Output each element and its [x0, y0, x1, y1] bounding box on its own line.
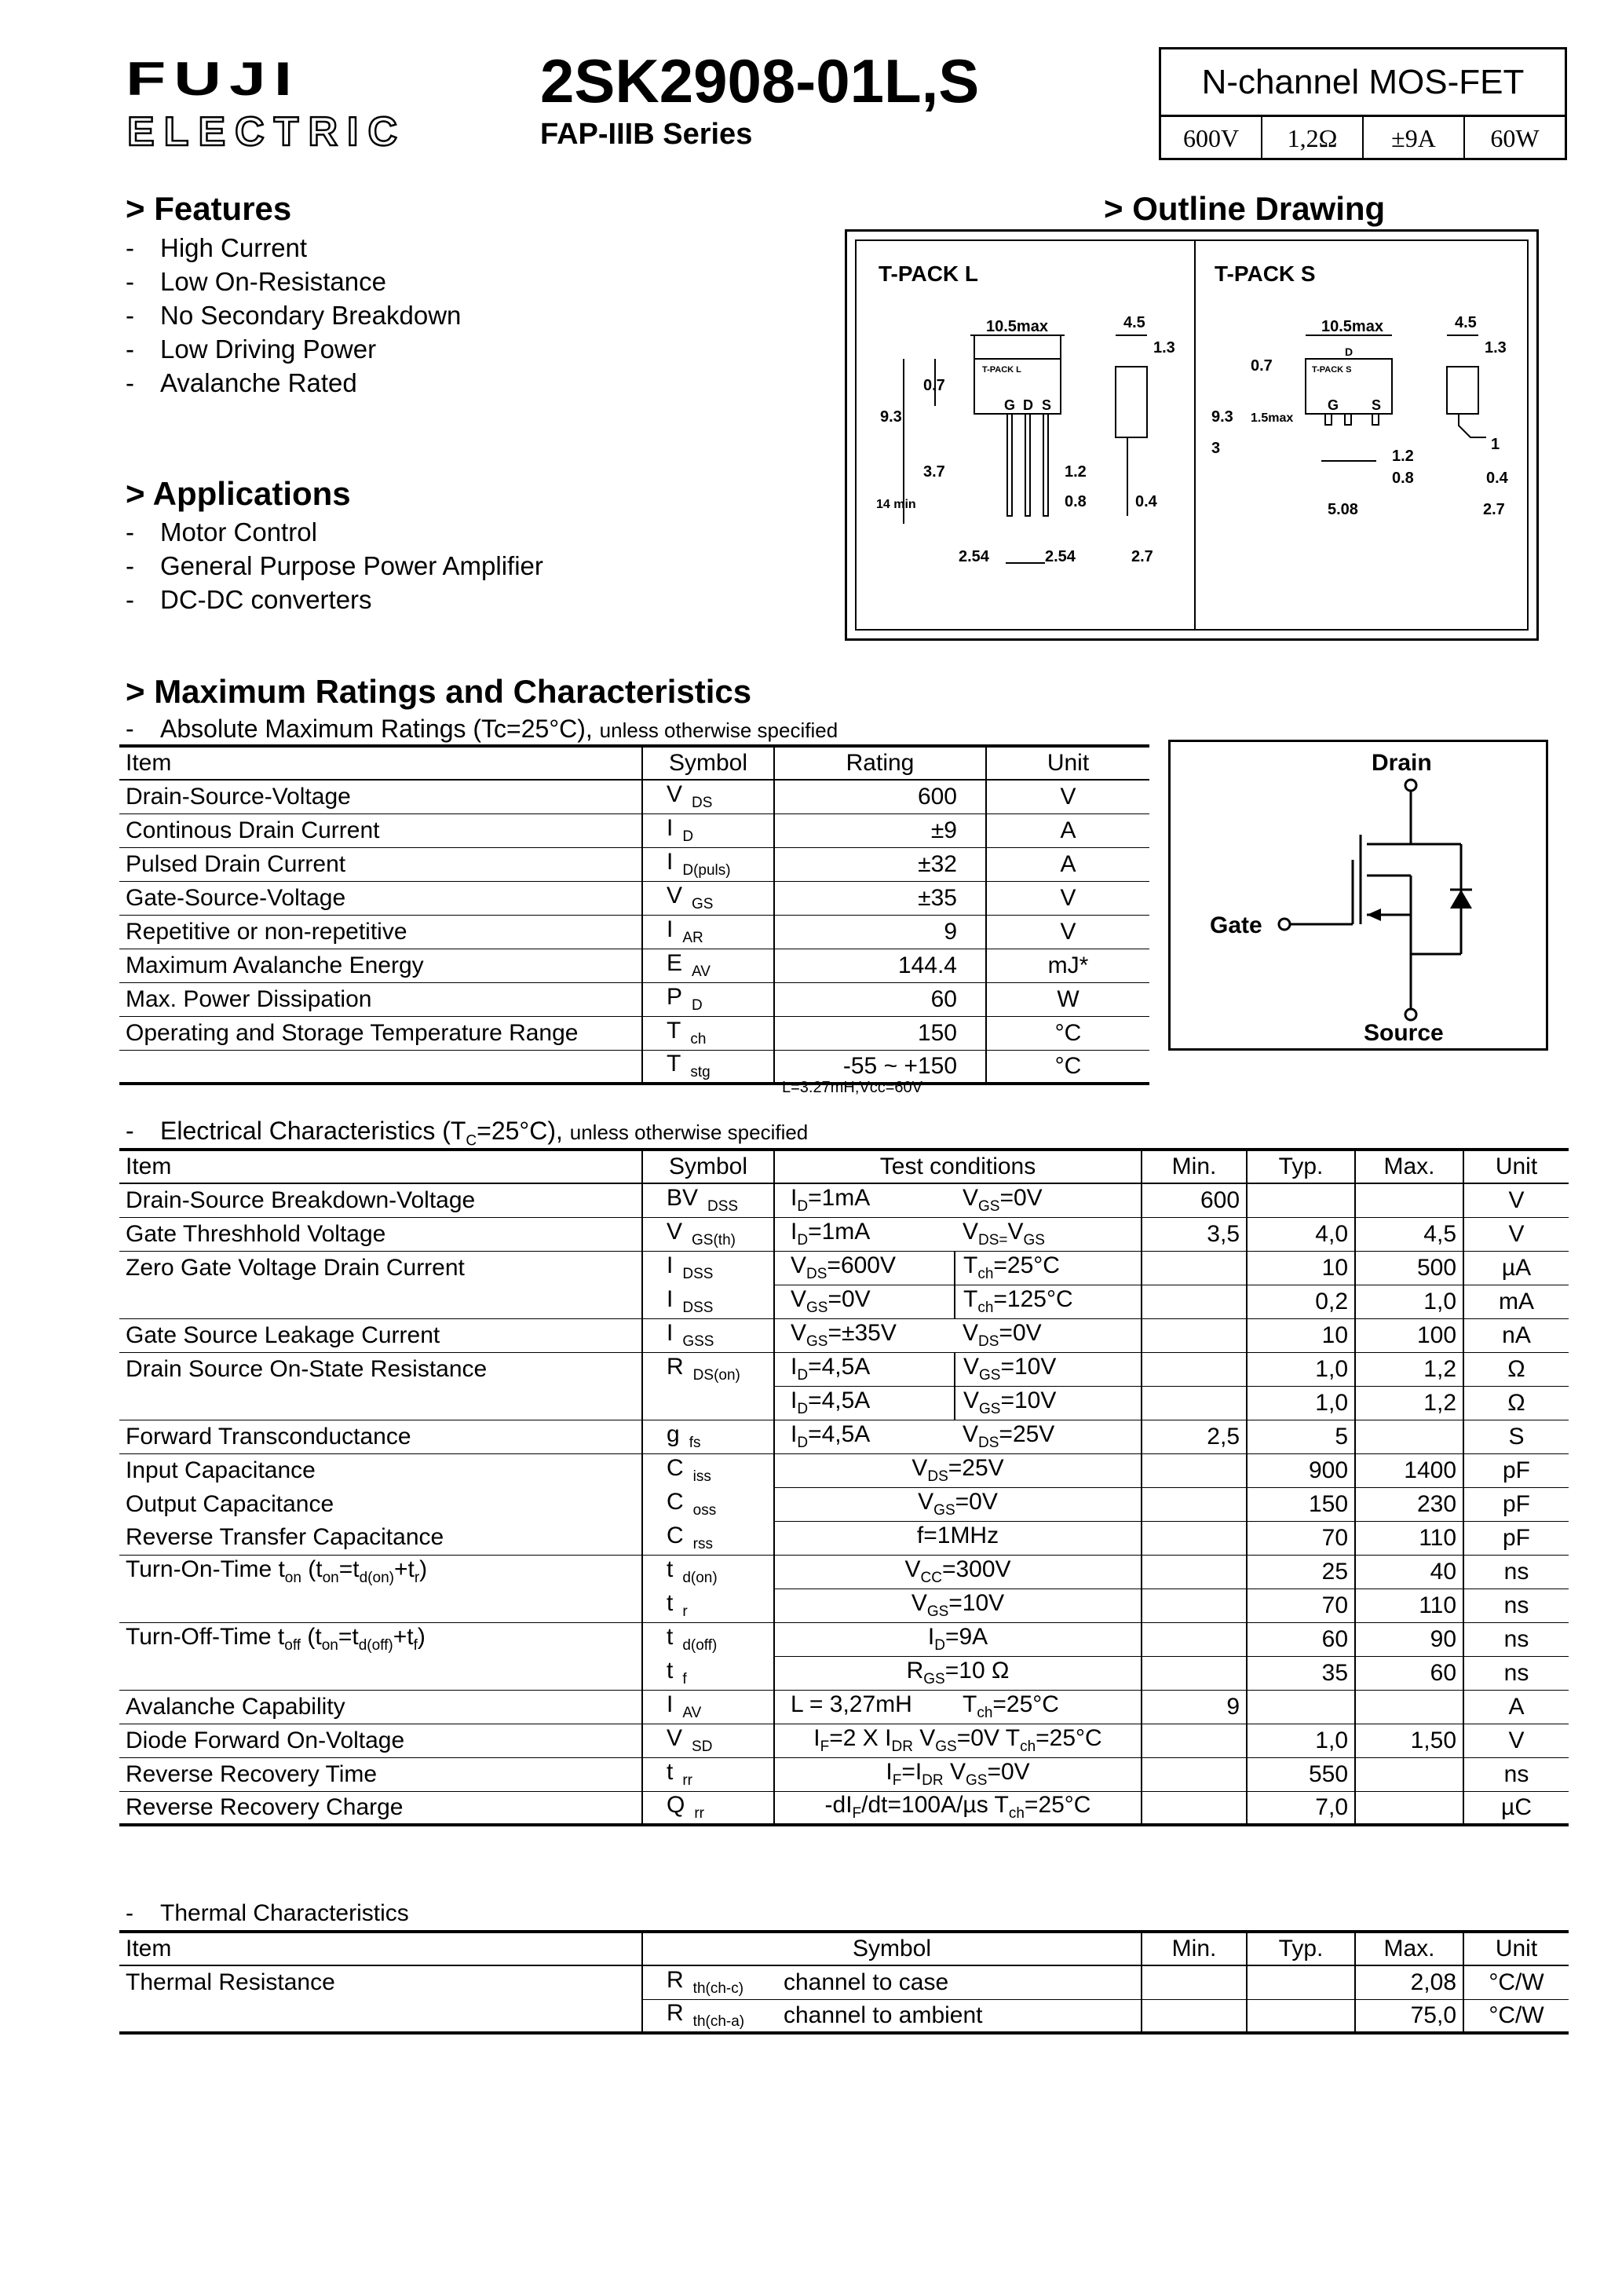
dim-label: 0.4: [1135, 493, 1157, 510]
dim-label: 1.2: [1392, 448, 1414, 465]
table-row: t $_r$ $V_{GS}=10V$ 70 110 ns: [119, 1589, 1569, 1622]
dim-label: 10.5max: [1321, 318, 1383, 335]
table-row: Reverse Transfer Capacitance C $_{rss}$ f=1MHz 70 110 pF: [119, 1521, 1569, 1555]
dim-label: 14 min: [876, 498, 916, 511]
table-row: Reverse Recovery Charge Q $_{rr}$ $-dI_F/dt=100A/\mu s$ $T_{ch}=25^\circ C$ 7,0 µC: [119, 1791, 1569, 1825]
table-row: Gate Source Leakage Current I $_{GSS}$ $V_{GS}=\pm 35V$ $V_{DS}=0V$ 10 100 nA: [119, 1318, 1569, 1352]
table-row: Operating and Storage Temperature Range T $_{ch}$ 150 °C: [119, 1016, 1149, 1050]
dim-label: 9.3: [1211, 408, 1233, 426]
table-row: Input Capacitance C $_{iss}$ $V_{DS}=25V$ 900 1400 pF: [119, 1453, 1569, 1487]
dim-label: 9.3: [880, 408, 902, 426]
logo-electric: ELECTRIC: [127, 109, 407, 155]
dim-label: 0.8: [1392, 470, 1414, 487]
table-row: Gate-Source-Voltage V $_{GS}$ ±35 V: [119, 881, 1149, 915]
list-item: - Low On-Resistance: [126, 267, 386, 296]
table-row: Output Capacitance C $_{oss}$ $V_{GS}=0V$ 150 230 pF: [119, 1487, 1569, 1521]
dim-label: 1.5max: [1251, 411, 1294, 425]
dim-label: 2.54: [1045, 548, 1076, 565]
applications-list: [126, 515, 543, 616]
tpack-l-label: T-PACK L: [879, 261, 979, 286]
table-row: Drain-Source-Voltage V $_{DS}$ 600 V: [119, 780, 1149, 813]
gate-label: Gate: [1210, 912, 1262, 938]
body-label: T-PACK S: [1312, 365, 1352, 375]
table-row: Reverse Recovery Time t $_{rr}$ $I_F=I_{DR}$ $V_{GS}=0V$ 550 ns: [119, 1757, 1569, 1791]
table-row: Gate Threshhold Voltage V $_{GS(th)}$ $I_D=1mA$ $V_{DS=}V_{GS}$ 3,5 4,0 4,5 V: [119, 1217, 1569, 1251]
pin-label: D: [1023, 397, 1033, 413]
drain-label: Drain: [1372, 750, 1432, 776]
list-item: - Avalanche Rated: [126, 368, 357, 397]
dim-label: 4.5: [1455, 314, 1477, 331]
table-row: T $_{stg}$ -55 ~ +150 °C: [119, 1050, 1149, 1084]
table-row: Drain Source On-State Resistance R $_{DS(on)}$ $I_D=4,5A$ $V_{GS}=10V$ 1,0 1,2 Ω: [119, 1352, 1569, 1386]
dim-label: 3.7: [923, 463, 945, 481]
max-ratings-table: Item Symbol Rating Unit Drain-Source-Voltage V $_{DS}$ 600 V Continous Drain Current I $_D$ ±9 A Pulsed Drain Current I $_{D(puls)}$ ±32 A Gate-Source-Voltage V $_{GS}$ ±35 V Repetitive or non-repetitive I $_{AR}$ 9 V Maximum Avalanche Energy E $_{AV}$ 144.4 mJ* Max. Power Dissipation P $_D$ 60 W Operating and Storage Temperature Range T $_{ch}$ 150 °C T $_{stg}$ -55 ~ +150 °C: [119, 744, 1149, 1085]
max-ratings-heading: > Maximum Ratings and Characteristics: [126, 673, 752, 710]
list-item: - High Current: [126, 233, 308, 262]
table-row: Continous Drain Current I $_D$ ±9 A: [119, 813, 1149, 847]
spec-current: ±9A: [1364, 117, 1465, 160]
dim-label: 0.4: [1486, 470, 1508, 487]
spec-voltage: 600V: [1161, 117, 1262, 160]
dim-label: 2.7: [1131, 548, 1153, 565]
thermal-table: Item Symbol Min. Typ. Max. Unit Thermal Resistance R $_{th(ch-c)}$ channel to case 2,08 °C/W R $_{th(ch-a)}$ channel to ambient 75,0 °C/W: [119, 1930, 1569, 2035]
source-label: Source: [1364, 1020, 1444, 1046]
table-row: t $_f$ $R_{GS}=10$ Ω 35 60 ns: [119, 1656, 1569, 1690]
table-row: Zero Gate Voltage Drain Current I $_{DSS}$ $V_{DS}=600V$ $T_{ch}=25^\circ C$ 10 500 µA: [119, 1251, 1569, 1285]
table-row: Maximum Avalanche Energy E $_{AV}$ 144.4 mJ*: [119, 949, 1149, 982]
abs-max-subheading: - Absolute Maximum Ratings (Tc=25°C), unless otherwise specified: [126, 715, 838, 743]
table-row: Forward Transconductance g $_{fs}$ $I_D=4,5A$ $V_{DS}=25V$ 2,5 5 S: [119, 1420, 1569, 1453]
electrical-table: Item Symbol Test conditions Min. Typ. Max. Unit Drain-Source Breakdown-Voltage BV $_{DSS}$ $I_D=1mA$ $V_{GS}=0V$ 600 V Gate Threshhold Voltage V $_{GS(th)}$ $I_D=1mA$ $V_{DS=}V_{GS}$ 3,5 4,0 4,5 V Zero Gate Voltage Drain Current I $_{DSS}$ $V_{DS}=600V$ $T_{ch}=25^\circ C$ 10 500 µA I $_{DSS}$ $V_{GS}=0V$ $T_{ch}=125^\circ C$ 0,2 1,0 mA Gate Source Leakage Current I $_{GSS}$ $V_{GS}=\pm 35V$ $V_{DS}=0V$ 10 100 nA Drain Source On-State Resistance R $_{DS(on)}$ $I_D=4,5A$ $V_{GS}=10V$ 1,0 1,2 Ω $I_D=4,5A$ $V_{GS}=10V$ 1,0 1,2 Ω Forward Transconductance g $_{fs}$ $I_D=4,5A$ $V_{DS}=25V$ 2,5 5 S Input Capacitance C $_{iss}$ $V_{DS}=25V$ 900 1400 pF Output Capacitance C $_{oss}$ $V_{GS}=0V$ 150 230 pF Reverse Transfer Capacitance C $_{rss}$ f=1MHz 70 110 pF Turn-On-Time $t_{on}$ $(t_{on}=t_{d(on)}+t_r)$ t $_{d(on)}$ $V_{CC}=300V$ 25 40 ns t $_r$ $V_{GS}=10V$ 70 110 ns Turn-Off-Time $t_{off}$ $(t_{on}=t_{d(off)}+t_f)$ t $_{d(off)}$ $I_D=9A$ 60 90 ns t $_f$ $R_{GS}=10$ Ω 35 60 ns Avalanche Capability I $_{AV}$ L = 3,27mH $T_{ch}=25^\circ C$ 9 A Diode Forward On-Voltage V $_{SD}$ $I_F=2$ X $I_{DR}$ $V_{GS}=0V$ $T_{ch}=25^\circ C$ 1,0 1,50 V Reverse Recovery Time t $_{rr}$ $I_F=I_{DR}$ $V_{GS}=0V$ 550 ns Reverse Recovery Charge Q $_{rr}$ $-dI_F/dt=100A/\mu s$ $T_{ch}=25^\circ C$ 7,0 µC: [119, 1148, 1569, 1826]
pin-label: G: [1328, 397, 1339, 413]
list-item: - DC-DC converters: [126, 585, 372, 614]
body-label: T-PACK L: [982, 365, 1021, 375]
outline-drawing: [845, 229, 1539, 641]
table-row: $I_D=4,5A$ $V_{GS}=10V$ 1,0 1,2 Ω: [119, 1386, 1569, 1420]
dim-label: 0.7: [1251, 357, 1273, 375]
dim-label: 2.7: [1483, 501, 1505, 518]
dim-label: 1.3: [1153, 339, 1175, 356]
spec-resistance: 1,2Ω: [1262, 117, 1364, 160]
page-title: 2SK2908-01L,S: [540, 46, 980, 115]
features-list: [126, 231, 461, 400]
table-row: Turn-Off-Time $t_{off}$ $(t_{on}=t_{d(off)}+t_f)$ t $_{d(off)}$ $I_D=9A$ 60 90 ns: [119, 1622, 1569, 1656]
pin-label: S: [1372, 397, 1382, 413]
tab-label: D: [1345, 345, 1353, 358]
thermal-subheading: - Thermal Characteristics: [126, 1900, 409, 1926]
applications-heading: > Applications: [126, 475, 351, 512]
table-row: Avalanche Capability I $_{AV}$ L = 3,27mH $T_{ch}=25^\circ C$ 9 A: [119, 1690, 1569, 1724]
pin-label: S: [1042, 397, 1052, 413]
table-row: Turn-On-Time $t_{on}$ $(t_{on}=t_{d(on)}+t_r)$ t $_{d(on)}$ $V_{CC}=300V$ 25 40 ns: [119, 1555, 1569, 1589]
table-row: Pulsed Drain Current I $_{D(puls)}$ ±32 A: [119, 847, 1149, 881]
dim-label: 0.8: [1065, 493, 1087, 510]
logo-fuji: FUJI: [126, 52, 301, 106]
tpack-s-label: T-PACK S: [1215, 261, 1316, 286]
outline-heading: > Outline Drawing: [1104, 190, 1386, 227]
table-row: Thermal Resistance R $_{th(ch-c)}$ channel to case 2,08 °C/W: [119, 1965, 1569, 1999]
table-row: Repetitive or non-repetitive I $_{AR}$ 9 V: [119, 915, 1149, 949]
tpack-l-drawing: [857, 296, 1194, 626]
table-row: Diode Forward On-Voltage V $_{SD}$ $I_F=2$ X $I_{DR}$ $V_{GS}=0V$ $T_{ch}=25^\circ C$ 1,0 1,50 V: [119, 1724, 1569, 1757]
dim-label: 2.54: [959, 548, 989, 565]
tpack-s-drawing: [1196, 296, 1533, 626]
list-item: - Motor Control: [126, 517, 317, 547]
electrical-subheading: - Electrical Characteristics $(T_C=25^\circ C)$, unless otherwise specified: [126, 1117, 809, 1150]
table-row: Max. Power Dissipation P $_D$ 60 W: [119, 982, 1149, 1016]
series-label: FAP-IIIB Series: [540, 118, 753, 151]
dim-label: 1.2: [1065, 463, 1087, 481]
dim-label: 4.5: [1123, 314, 1145, 331]
table-row: I $_{DSS}$ $V_{GS}=0V$ $T_{ch}=125^\circ C$ 0,2 1,0 mA: [119, 1285, 1569, 1318]
dim-label: 10.5max: [986, 318, 1048, 335]
type-box: [1159, 47, 1567, 160]
dim-label: 1: [1491, 436, 1500, 453]
table-row: Drain-Source Breakdown-Voltage BV $_{DSS}$ $I_D=1mA$ $V_{GS}=0V$ 600 V: [119, 1183, 1569, 1217]
spec-power: 60W: [1490, 124, 1540, 152]
circuit-diagram: [1168, 740, 1548, 1051]
features-heading: > Features: [126, 190, 292, 227]
list-item: - Low Driving Power: [126, 335, 377, 364]
type-title: N-channel MOS-FET: [1161, 49, 1565, 117]
dim-label: 3: [1211, 440, 1221, 457]
max-ratings-footnote: L=3.27mH,Vcc=60V: [782, 1079, 922, 1096]
dim-label: 1.3: [1485, 339, 1507, 356]
table-row: R $_{th(ch-a)}$ channel to ambient 75,0 °C/W: [119, 1999, 1569, 2033]
list-item: - No Secondary Breakdown: [126, 301, 462, 330]
list-item: - General Purpose Power Amplifier: [126, 551, 543, 580]
pin-label: G: [1004, 397, 1016, 413]
dim-label: 0.7: [923, 377, 945, 394]
dim-label: 5.08: [1328, 501, 1358, 518]
